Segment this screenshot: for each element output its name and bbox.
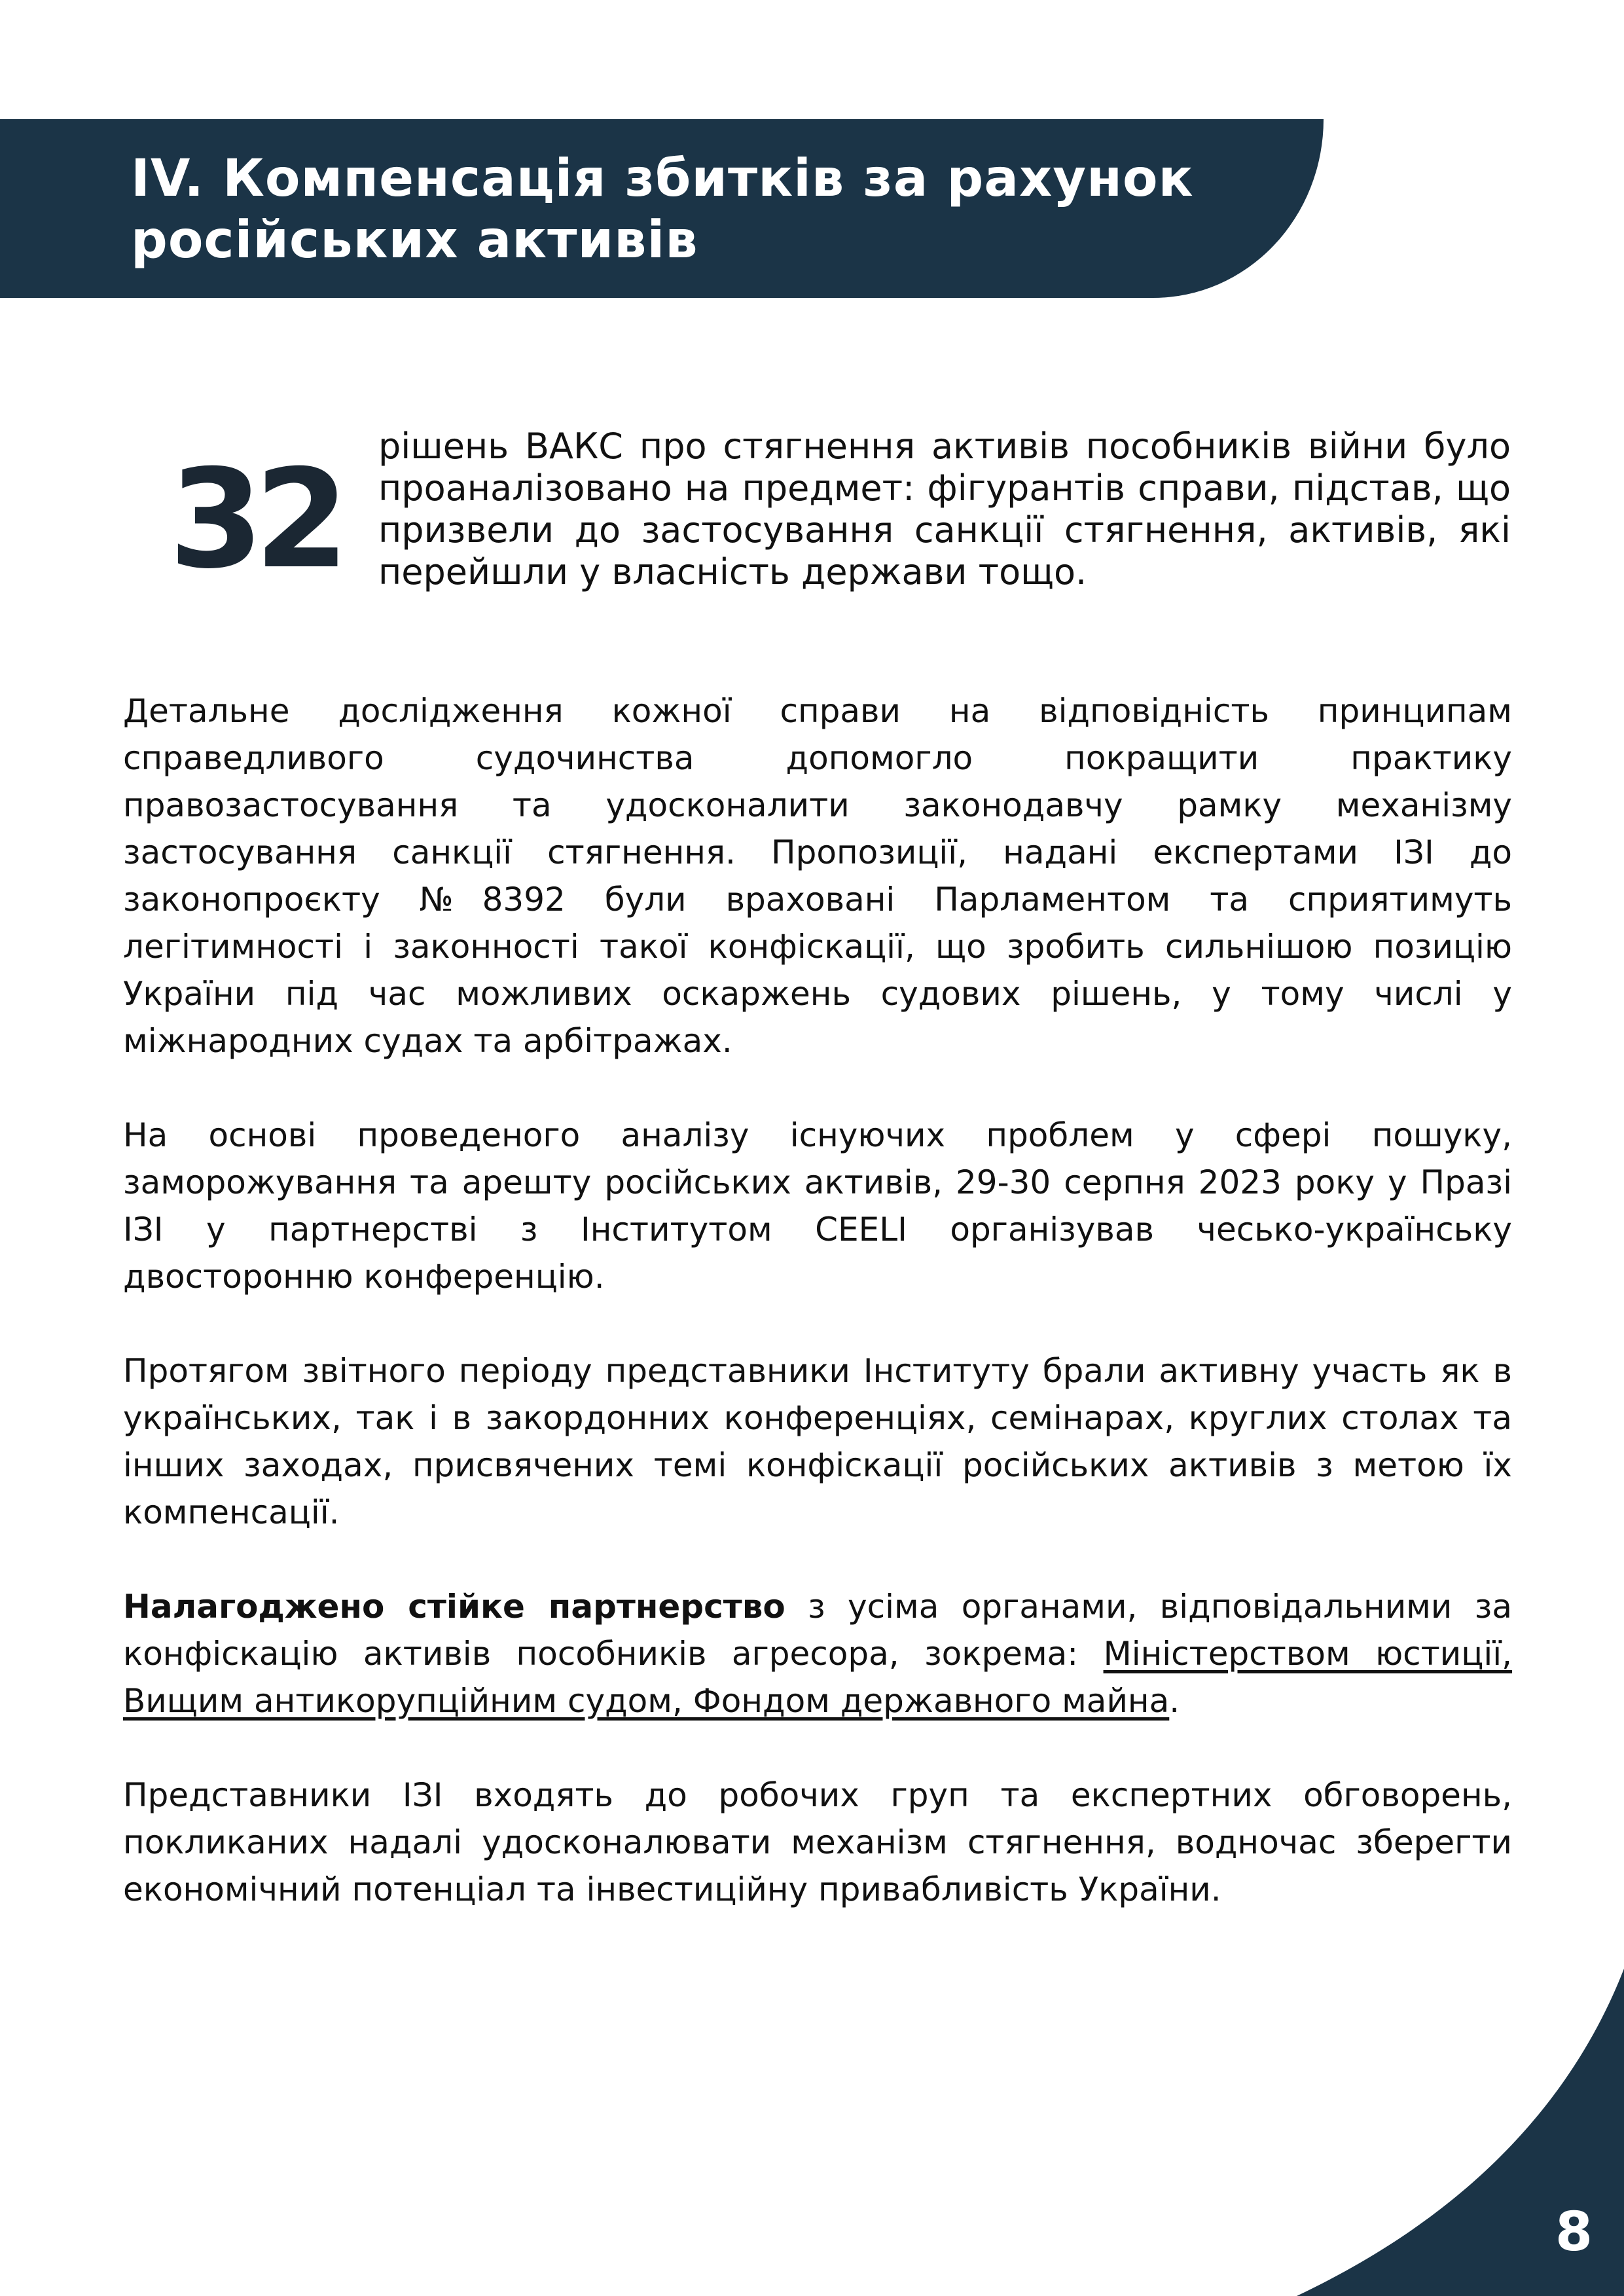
- statistic-callout: [169, 419, 1511, 602]
- paragraph-participation: Протягом звітного періоду представники Інституту брали активну участь як в українських, так і в закордонних конференціях, семінарах, круглих столах та інших заходах, присвячених темі конфіскації російських активів з метою їх компенсації.: [123, 1352, 1512, 1531]
- paragraph-conference: На основі проведеного аналізу існуючих проблем у сфері пошуку, заморожування та арешту російських активів, 29-30 серпня 2023 року у Празі ІЗІ у партнерстві з Інститутом CEELI організував чесько-українську двосторонню конференцію.: [123, 1116, 1512, 1296]
- page-number: 8: [1555, 2201, 1593, 2263]
- section-title: IV. Компенсація збитків за рахунок російських активів: [131, 149, 1194, 270]
- partnership-emphasis: Налагоджено стійке партнерство: [123, 1588, 785, 1626]
- partner-institutions-link[interactable]: Міністерством юстиції, Вищим антикорупційним судом, Фондом державного майна: [123, 1635, 1512, 1720]
- statistic-number: 32: [169, 441, 340, 599]
- paragraph-research: Детальне дослідження кожної справи на відповідність принципам справедливого судочинства допомогло покращити практику правозастосування та удосконалити законодавчу рамку механізму застосування санкції стягнення. Пропозиції, надані експертами ІЗІ до законопроєкту №8392 були враховані Парламентом та сприятимуть легітимності і законності такої конфіскації, що зробить сильнішою позицію України під час можливих оскаржень судових рішень, у тому числі у міжнародних судах та арбітражах.: [123, 692, 1512, 1060]
- paragraph-partnership: [123, 1583, 1512, 1724]
- section-header-banner: [0, 119, 1324, 298]
- partnership-end: .: [1169, 1682, 1180, 1720]
- partnership-text: з усіма органами, відповідальними за конфіскацію активів пособників агресора, зокрема:: [123, 1588, 1512, 1673]
- paragraph-working-groups: Представники ІЗІ входять до робочих груп та експертних обговорень, покликаних надалі удосконалювати механізм стягнення, водночас зберегти економічний потенціал та інвестиційну привабливість України.: [123, 1776, 1512, 1908]
- statistic-description: рішень ВАКС про стягнення активів пособників війни було проаналізовано на предмет: фігурантів справи, підстав, що призвели до застосування санкції стягнення, активів, які перейшли у власність держави тощо.: [378, 426, 1511, 592]
